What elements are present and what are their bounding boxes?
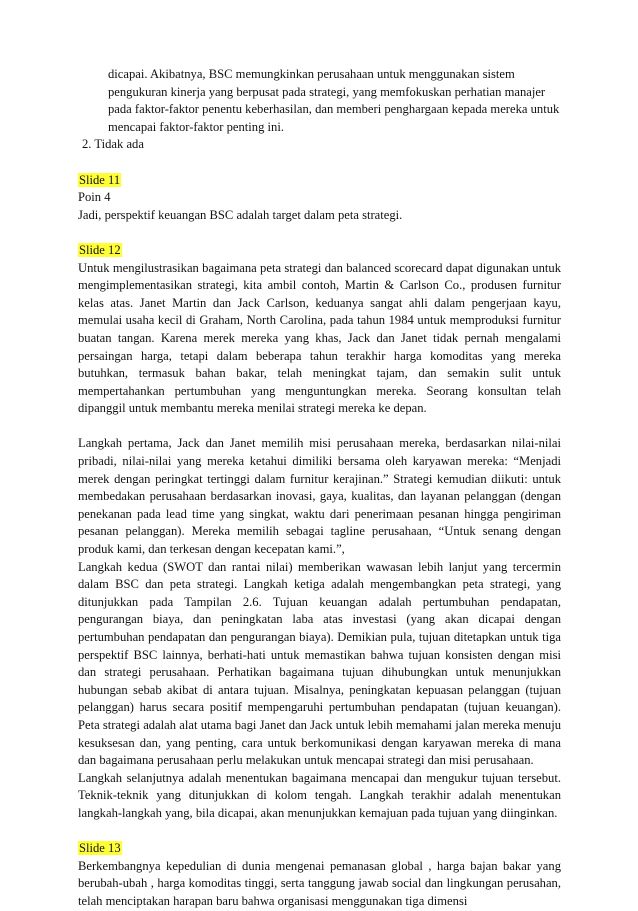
page-content bbox=[78, 66, 561, 911]
slide-12-heading bbox=[78, 242, 561, 260]
slide-12-paragraph-1: Untuk mengilustrasikan bagaimana peta strategi dan balanced scorecard dapat digunakan untuk mengimplementasikan strategi, kita ambil contoh, Martin & Carlson Co., produsen furnitur kelas atas. Janet Martin dan Jack Carlson, keduanya sangat ahli dalam pengerjaan kayu, memulai usaha kecil di Graham, North Carolina, pada tahun 1984 untuk memproduksi furnitur buatan tangan. Karena merek mereka yang khas, Jack dan Janet tidak pernah mengalami persaingan harga, tetapi dalam beberapa tahun terakhir harga komoditas yang mereka butuhkan, termasuk bahan bakar, telah meningkat tajam, dan semakin sulit untuk mempertahankan pertumbuhan yang menguntungkan mereka. Seorang konsultan telah dipanggil untuk membantu mereka menilai strategi mereka ke depan. bbox=[78, 260, 561, 416]
slide-12-paragraph-3: Langkah kedua (SWOT dan rantai nilai) memberikan wawasan lebih lanjut yang tercermin dalam BSC dan peta strategi. Langkah ketiga adalah mengembangkan peta strategi, yang ditunjukkan pada Tampilan 2.6. Tujuan keuangan adalah pertumbuhan pendapatan, pengurangan biaya, dan peningkatan laba atas investasi (yang akan dicapai dengan pertumbuhan pendapatan dan pengurangan biaya). Demikian pula, tujuan ditetapkan untuk tiga perspektif BSC lainnya, berhati-hati untuk memastikan bahwa tujuan konsisten dengan misi dan strategi perusahaan. Perhatikan bagaimana tujuan dihubungkan untuk menunjukkan hubungan sebab akibat di antara tujuan. Misalnya, peningkatan kepuasan pelanggan (tujuan pelanggan) harus secara positif mempengaruhi pertumbuhan pendapatan (tujuan keuangan). Peta strategi adalah alat utama bagi Janet dan Jack untuk lebih memahami jalan mereka menuju kesuksesan dan, yang penting, cara untuk berkomunikasi dengan karyawan mereka di mana dan bagaimana perusahaan perlu melakukan untuk mencapai strategi dan misi perusahaan. bbox=[78, 559, 561, 768]
slide-13-label: Slide 13 bbox=[79, 841, 121, 856]
slide-11-point: Poin 4 bbox=[78, 190, 111, 205]
slide-12-paragraph-4: Langkah selanjutnya adalah menentukan bagaimana mencapai dan mengukur tujuan tersebut. Teknik-teknik yang ditunjukkan di kolom tengah. Langkah terakhir adalah menentukan langkah-langkah yang, bila dicapai, akan menunjukkan kemajuan pada tujuan yang diinginkan. bbox=[78, 770, 561, 820]
slide-12-paragraph-2: Langkah pertama, Jack dan Janet memilih misi perusahaan mereka, berdasarkan nilai-nilai pribadi, nilai-nilai yang mereka ketahui dimiliki bersama oleh karyawan mereka: “Menjadi merek dengan peringkat tertinggi dalam furnitur kerajinan.” Strategi kemudian diikuti: untuk membedakan perusahaan berdasarkan inovasi, gaya, kualitas, dan layanan pelanggan (dengan penekanan pada lead time yang singkat, waktu dari penerimaan pesanan hingga pengiriman pesanan pelanggan). Mereka memilih sebagai tagline perusahaan, “Untuk senang dengan produk kami, dan terkesan dengan kecepatan kami.”, bbox=[78, 436, 561, 557]
list-item-1-continuation: dicapai. Akibatnya, BSC memungkinkan perusahaan untuk menggunakan sistem pengukuran kinerja yang berpusat pada strategi, yang memfokuskan perhatian manajer pada faktor-faktor penentu keberhasilan, dan memberi penghargaan kepada mereka untuk mencapai faktor-faktor penting ini. bbox=[108, 67, 560, 134]
slide-12-label: Slide 12 bbox=[79, 242, 121, 257]
slide-13-heading bbox=[78, 840, 561, 858]
slide-13-paragraph-1: Berkembangnya kepedulian di dunia mengenai pemanasan global , harga bajan bakar yang berubah-ubah , harga komoditas tinggi, serta tanggung jawab social dan lingkungan perusahan, telah menciptakan harapan baru bahwa organisasi menggunakan tiga dimensi bbox=[78, 858, 561, 908]
slide-11-heading bbox=[78, 172, 561, 190]
slide-11-label: Slide 11 bbox=[79, 172, 121, 187]
list-item-2: 2. Tidak ada bbox=[82, 137, 144, 152]
slide-11-text: Jadi, perspektif keuangan BSC adalah target dalam peta strategi. bbox=[78, 207, 403, 222]
